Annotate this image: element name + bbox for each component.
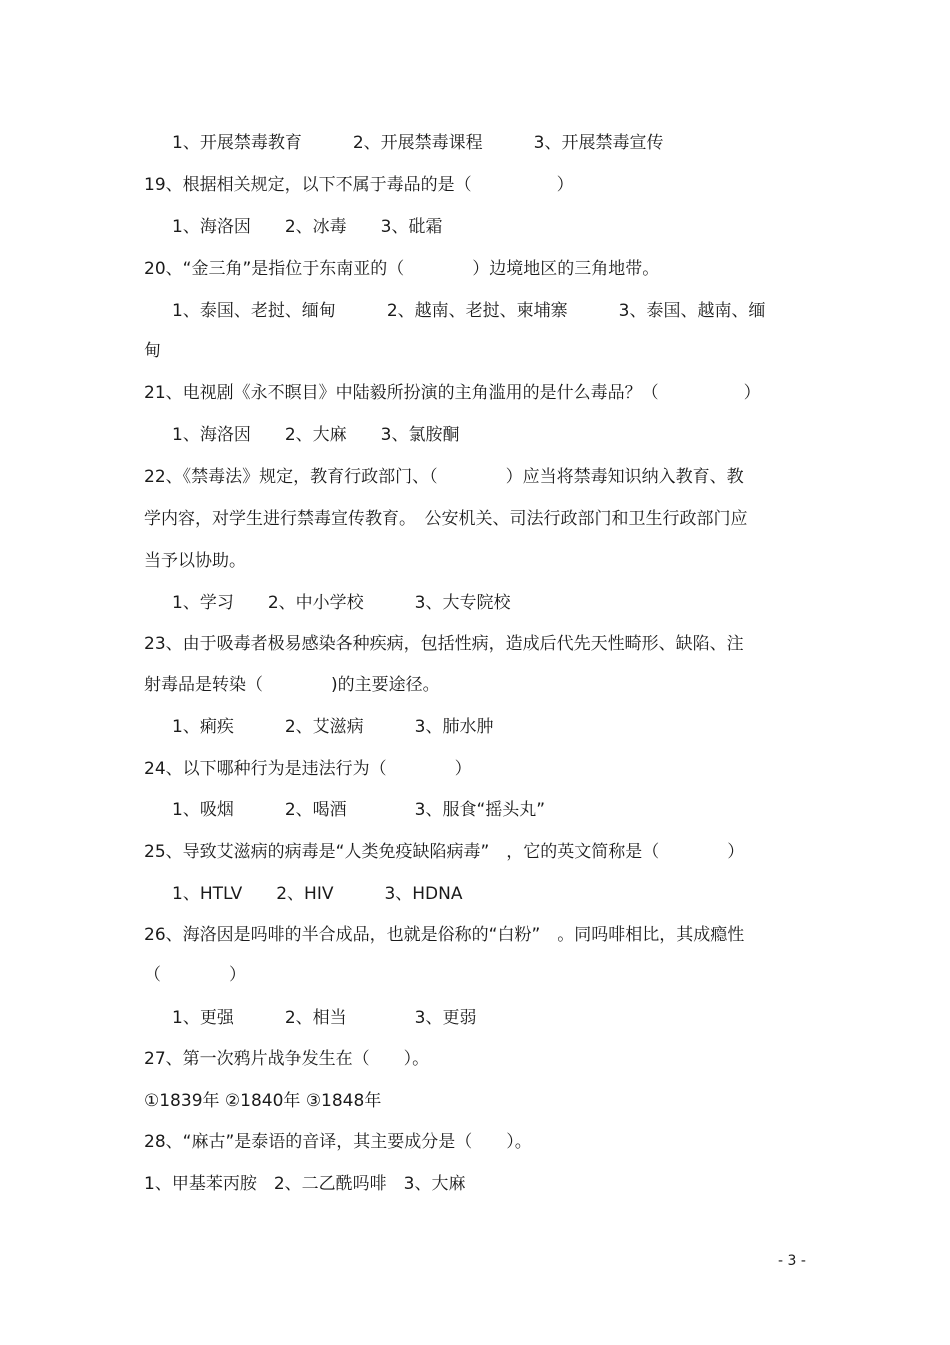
- q21-question: 21、电视剧《永不瞑目》中陆毅所扮演的主角滥用的是什么毒品？（ ）: [144, 383, 761, 403]
- page-number: - 3 -: [778, 1253, 806, 1269]
- q20-question: 20、“金三角”是指位于东南亚的（ ）边境地区的三角地带。: [144, 259, 660, 279]
- q21-options: 1、海洛因 2、大麻 3、氯胺酮: [172, 425, 460, 445]
- q20-options-continued: 甸: [144, 341, 161, 361]
- q23-options: 1、痢疾 2、艾滋病 3、肺水肿: [172, 717, 494, 737]
- q22-question-line1: 22、《禁毒法》规定，教育行政部门、（ ）应当将禁毒知识纳入教育、教: [144, 467, 744, 487]
- q24-question: 24、以下哪种行为是违法行为（ ）: [144, 759, 472, 779]
- q25-options: 1、HTLV 2、HIV 3、HDNA: [172, 884, 463, 904]
- q24-options: 1、吸烟 2、喝酒 3、服食“摇头丸”: [172, 800, 546, 820]
- q19-question: 19、根据相关规定，以下不属于毒品的是（ ）: [144, 175, 574, 195]
- q20-options: 1、泰国、老挝、缅甸 2、越南、老挝、柬埔寨 3、泰国、越南、缅: [172, 301, 766, 321]
- q28-options: 1、甲基苯丙胺 2、二乙酰吗啡 3、大麻: [144, 1174, 466, 1194]
- q25-question: 25、导致艾滋病的病毒是“人类免疫缺陷病毒” ，它的英文简称是（ ）: [144, 842, 745, 862]
- q26-question-line2: （ ）: [144, 965, 246, 985]
- q22-options: 1、学习 2、中小学校 3、大专院校: [172, 593, 511, 613]
- q26-question-line1: 26、海洛因是吗啡的半合成品，也就是俗称的“白粉” 。同吗啡相比，其成瘾性: [144, 925, 745, 945]
- q18-options: 1、开展禁毒教育 2、开展禁毒课程 3、开展禁毒宣传: [172, 133, 664, 153]
- q27-options: ①1839年 ②1840年 ③1848年: [144, 1091, 382, 1111]
- q28-question: 28、“麻古”是泰语的音译，其主要成分是（ ）。: [144, 1132, 532, 1152]
- q22-question-line3: 当予以协助。: [144, 551, 246, 571]
- q23-question-line2: 射毒品是转染（ )的主要途径。: [144, 675, 440, 695]
- q26-options: 1、更强 2、相当 3、更弱: [172, 1008, 477, 1028]
- q23-question-line1: 23、由于吸毒者极易感染各种疾病，包括性病，造成后代先天性畸形、缺陷、注: [144, 634, 744, 654]
- q19-options: 1、海洛因 2、冰毒 3、砒霜: [172, 217, 443, 237]
- q22-question-line2: 学内容，对学生进行禁毒宣传教育。 公安机关、司法行政部门和卫生行政部门应: [144, 509, 748, 529]
- q27-question: 27、第一次鸦片战争发生在（ ）。: [144, 1049, 430, 1069]
